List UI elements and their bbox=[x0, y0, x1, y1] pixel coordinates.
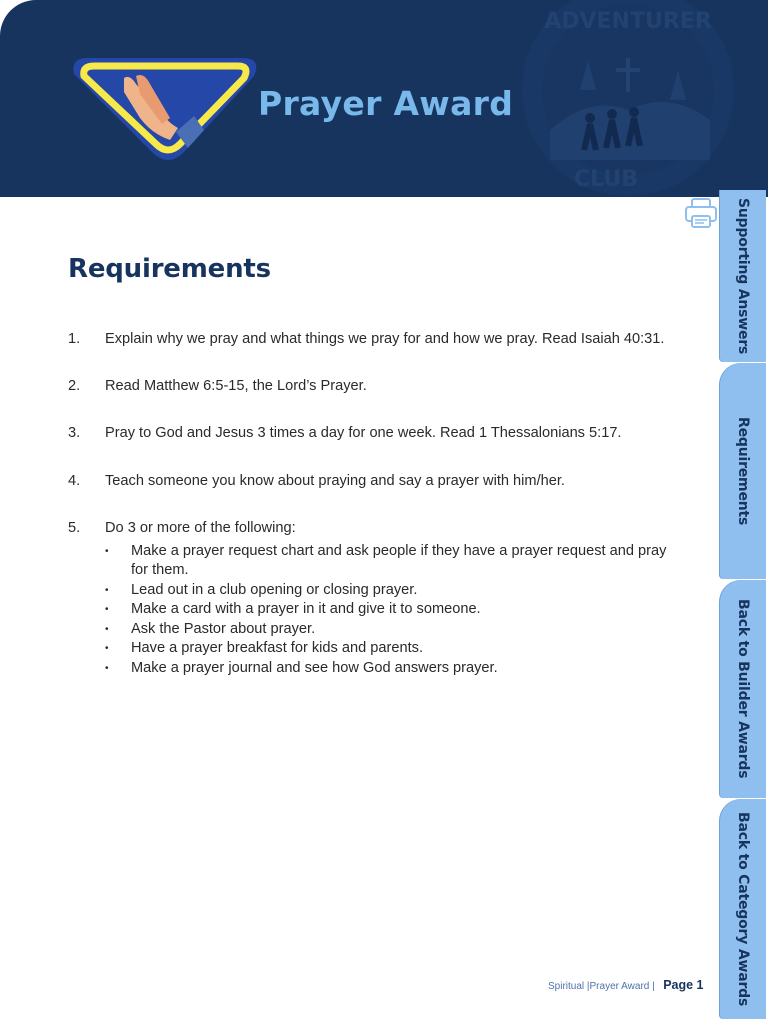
tab-requirements[interactable] bbox=[720, 363, 766, 579]
sub-item-text: Make a prayer journal and see how God answers prayer. bbox=[131, 659, 498, 676]
sub-list-item bbox=[105, 542, 671, 581]
sub-item-text: Make a prayer request chart and ask people if they have a prayer request and pray for them. bbox=[131, 542, 667, 578]
tab-label: Requirements bbox=[735, 416, 751, 526]
sub-list-item bbox=[105, 620, 671, 640]
list-item bbox=[68, 519, 688, 678]
sub-list bbox=[105, 542, 688, 679]
list-item bbox=[68, 424, 688, 444]
sub-item-text: Lead out in a club opening or closing prayer. bbox=[131, 581, 418, 598]
sub-list-item bbox=[105, 600, 671, 620]
bullet-icon: • bbox=[105, 604, 109, 615]
sub-item-text: Make a card with a prayer in it and give it to someone. bbox=[131, 601, 481, 617]
bullet-icon: • bbox=[105, 643, 109, 654]
tab-back-to-builder-awards[interactable] bbox=[720, 580, 766, 798]
footer-text: Spiritual |Prayer Award | bbox=[548, 981, 655, 992]
adventurer-club-logo bbox=[520, 0, 740, 197]
item-text: Pray to God and Jesus 3 times a day for one week. Read 1 Thessalonians 5:17. bbox=[105, 425, 622, 441]
praying-hands-badge bbox=[66, 52, 266, 164]
section-heading: Requirements bbox=[68, 254, 271, 284]
bullet-icon: • bbox=[105, 545, 109, 557]
sub-list-item bbox=[105, 659, 671, 679]
page-number: Page 1 bbox=[663, 978, 704, 992]
item-number: 2. bbox=[68, 377, 81, 394]
side-navigation bbox=[720, 160, 768, 1024]
item-number: 5. bbox=[68, 520, 81, 536]
tab-supporting-answers[interactable] bbox=[720, 190, 766, 362]
sub-item-text: Have a prayer breakfast for kids and parents. bbox=[131, 640, 424, 656]
bullet-icon: • bbox=[105, 623, 109, 635]
requirements-list bbox=[68, 330, 688, 678]
tab-label: Back to Builder Awards bbox=[735, 599, 751, 779]
club-logo-bottom-text: CLUB bbox=[573, 167, 639, 192]
club-logo-top-text: ADVENTURER bbox=[544, 9, 712, 34]
tab-label: Supporting Answers bbox=[735, 197, 751, 355]
list-item bbox=[68, 472, 688, 492]
item-number: 4. bbox=[68, 472, 81, 489]
page-footer bbox=[548, 976, 704, 994]
page-title: Prayer Award bbox=[258, 84, 514, 123]
bullet-icon: • bbox=[105, 584, 109, 596]
tab-back-to-category-awards[interactable] bbox=[720, 799, 766, 1019]
list-item bbox=[68, 330, 688, 350]
item-text: Explain why we pray and what things we pray for and how we pray. Read Isaiah 40:31. bbox=[105, 331, 665, 347]
sub-list-item bbox=[105, 639, 671, 659]
printer-icon[interactable] bbox=[684, 196, 718, 230]
item-text: Teach someone you know about praying and say a prayer with him/her. bbox=[105, 472, 565, 489]
item-number: 3. bbox=[68, 425, 81, 441]
sub-list-item bbox=[105, 581, 671, 601]
sub-item-text: Ask the Pastor about prayer. bbox=[131, 620, 316, 637]
item-number: 1. bbox=[68, 331, 81, 347]
item-text: Do 3 or more of the following: bbox=[105, 520, 296, 536]
tab-label: Back to Category Awards bbox=[735, 811, 751, 1007]
item-text: Read Matthew 6:5-15, the Lord’s Prayer. bbox=[105, 377, 367, 394]
list-item bbox=[68, 377, 688, 397]
header-banner bbox=[0, 0, 768, 197]
bullet-icon: • bbox=[105, 662, 109, 674]
